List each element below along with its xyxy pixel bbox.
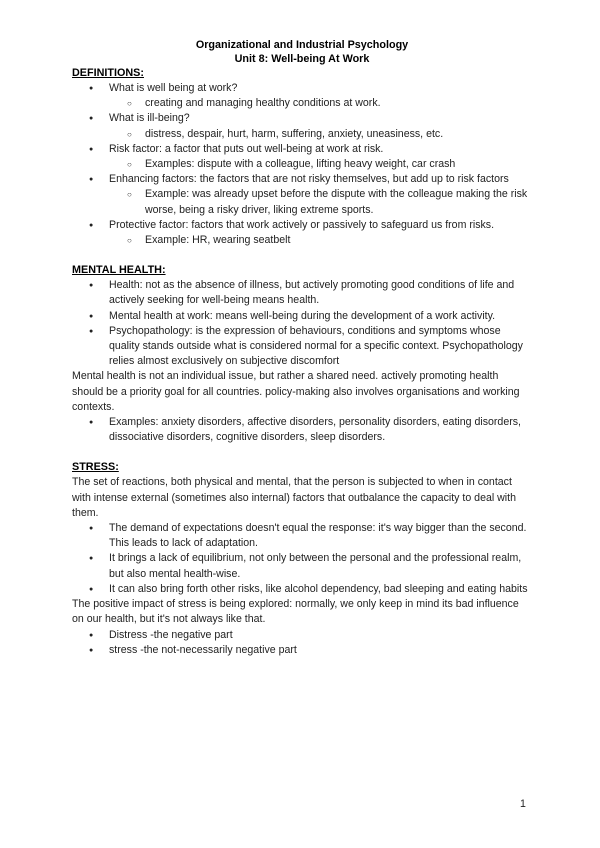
list-item: ● Distress -the negative part — [72, 628, 532, 643]
page-number: 1 — [520, 798, 526, 810]
list-item: ● Psychopathology: is the expression of behaviours, conditions and symptoms whose quality stands outside what is considered normal for a specific context. Psychopathology relies almost exclusively on subjective discomfort — [72, 324, 532, 370]
list-item: ● Enhancing factors: the factors that are not risky themselves, but add up to risk factors — [72, 172, 532, 187]
list-item: ● Examples: anxiety disorders, affective disorders, personality disorders, eating disorders, dissociative disorders, cognitive disorders, sleep disorders. — [72, 415, 532, 445]
list-item: ● Risk factor: a factor that puts out well-being at work at risk. — [72, 142, 532, 157]
list-item: ● The demand of expectations doesn't equal the response: it's way bigger than the second. This leads to lack of adaptation. — [72, 521, 532, 551]
stress-paragraph: The set of reactions, both physical and mental, that the person is subjected to when in contact with intense external (sometimes also internal) factors that outbalance the capacity to deal with them. — [72, 476, 516, 519]
list-item: ● Protective factor: factors that work actively or passively to safeguard us from risks. — [72, 218, 532, 233]
mental-health-paragraph: Mental health is not an individual issue, but rather a shared need. actively promoting health should be a priority goal for all countries. policy-making also involves organisations and working contexts. — [72, 370, 520, 413]
sub-list-item: ○ creating and managing healthy conditions at work. — [72, 96, 532, 111]
stress-paragraph-2: The positive impact of stress is being explored: normally, we only keep in mind its bad influence on our health, but it's not always like that. — [72, 598, 519, 626]
sub-list-item: ○ Example: was already upset before the dispute with the colleague making the risk worse, being a risky driver, liking extreme sports. — [72, 187, 532, 217]
mental-health-list — [72, 278, 532, 369]
list-item: ● stress -the not-necessarily negative part — [72, 643, 532, 658]
stress-types-list — [72, 628, 532, 658]
sub-list-item: ○ Example: HR, wearing seatbelt — [72, 233, 532, 248]
document-title: Organizational and Industrial Psychology — [195, 39, 409, 51]
section-spacer — [72, 445, 532, 460]
stress-heading: STRESS: — [72, 461, 119, 474]
sub-list-item: ○ Examples: dispute with a colleague, lifting heavy weight, car crash — [72, 157, 532, 172]
list-item: ● What is ill-being? — [72, 111, 532, 126]
mental-health-heading: MENTAL HEALTH: — [72, 264, 166, 277]
section-spacer — [72, 248, 532, 263]
definitions-list — [72, 81, 532, 248]
list-item: ● What is well being at work? — [72, 81, 532, 96]
page-content — [72, 38, 532, 658]
list-item: ● It brings a lack of equilibrium, not only between the personal and the professional realm, but also mental health-wise. — [72, 551, 532, 581]
definitions-heading: DEFINITIONS: — [72, 67, 144, 79]
list-item: ● Health: not as the absence of illness, but actively promoting good conditions of life and actively seeking for well-being means health. — [72, 278, 532, 308]
mental-health-examples-list — [72, 415, 532, 445]
sub-list-item: ○ distress, despair, hurt, harm, suffering, anxiety, uneasiness, etc. — [72, 127, 532, 142]
list-item: ● It can also bring forth other risks, like alcohol dependency, bad sleeping and eating habits — [72, 582, 532, 597]
list-item: ● Mental health at work: means well-being during the development of a work activity. — [72, 309, 532, 324]
stress-list — [72, 521, 532, 597]
document-subtitle: Unit 8: Well-being At Work — [234, 53, 370, 65]
